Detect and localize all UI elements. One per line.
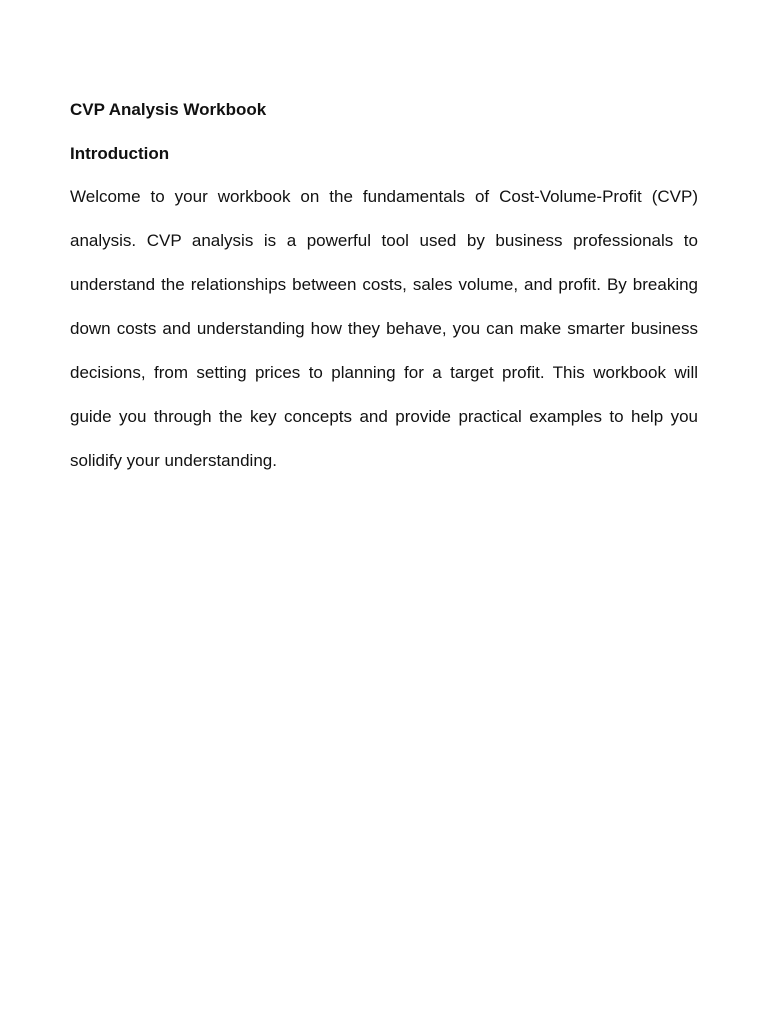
section-heading-introduction: Introduction — [70, 144, 170, 163]
introduction-paragraph: Welcome to your workbook on the fundamentals of Cost-Volume-Profit (CVP) analysis. CVP analysis is a powerful tool used by business professionals to understand the relationships between costs, sales volume, and profit. By breaking down costs and understanding how they behave, you can make smarter business decisions, from setting prices to planning for a target profit. This workbook will guide you through the key concepts and provide practical examples to help you solidify your understanding. — [70, 187, 698, 470]
document-content — [70, 96, 698, 483]
document-title: CVP Analysis Workbook — [70, 100, 267, 119]
